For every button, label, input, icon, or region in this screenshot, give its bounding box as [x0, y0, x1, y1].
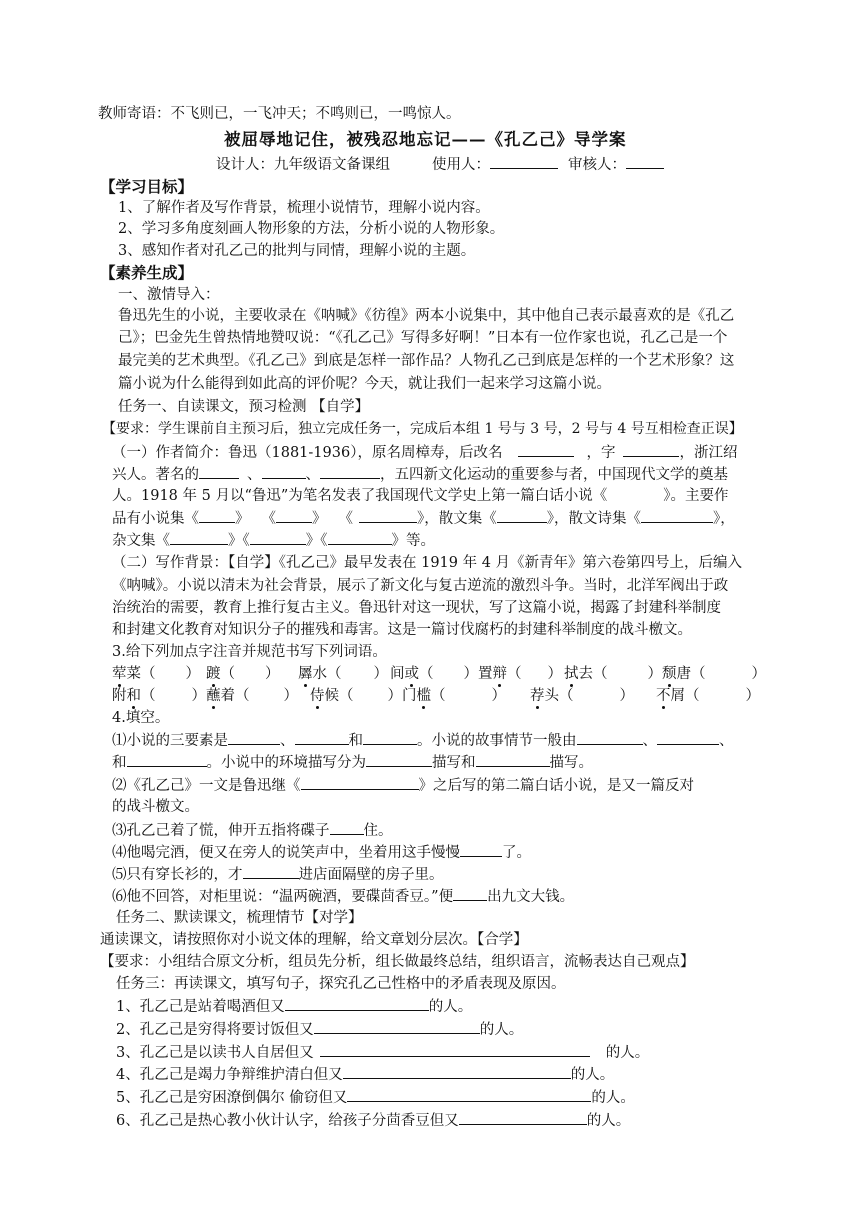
pinyin-item: 羼水（ ）: [298, 666, 388, 682]
blank: [641, 508, 713, 523]
author-text: ，五四新文化运动的重要参与者，中国现代文学的奠基: [380, 467, 728, 483]
pinyin-item: 附和（ ）: [112, 688, 206, 704]
blank: [199, 464, 239, 479]
fill-line-3: ⑵《孔乙己》一文是鲁迅继《 》之后写的第二篇白话小说，是又一篇反对: [112, 775, 694, 796]
author-text: 》，散文集《: [417, 511, 497, 527]
blank: [262, 464, 306, 479]
blank: [330, 820, 364, 835]
author-line-3: [112, 486, 729, 506]
designer-text: 设计人：九年级语文备课组: [216, 157, 390, 173]
blank: [459, 1110, 587, 1125]
author-text: 》: [312, 511, 327, 527]
task3-item: 5、孔乙己是穷困潦倒偶尔 偷窃但又 的人。: [116, 1087, 635, 1108]
blank: [577, 730, 643, 745]
blank: [359, 508, 417, 523]
goal-item: 2、学习多角度刻画人物形象的方法，分析小说的人物形象。: [118, 221, 505, 237]
author-line-1: [112, 442, 737, 463]
intro-paragraph-line: 篇小说为什么能得到如此高的评价呢？今天，就让我们一起来学习这篇小说。: [118, 376, 611, 392]
fill-line-1: ⑴小说的三要素是 、 和 。小说的故事情节一般由 、 、: [112, 730, 734, 751]
fill-line-4: 的战斗檄文。: [112, 799, 199, 815]
user-blank: [490, 154, 558, 169]
author-text: ，字: [586, 445, 616, 461]
author-text: 品有小说集《: [112, 511, 199, 527]
motto: 教师寄语：不飞则已，一飞冲天；不鸣则已，一鸣惊人。: [98, 106, 461, 122]
blank: [497, 508, 547, 523]
reviewer-blank: [626, 154, 664, 169]
background-line: 和封建文化教育对知识分子的摧残和毒害。这是一篇讨伐腐朽的封建科举制度的战斗檄文。: [112, 622, 692, 638]
author-text: 》: [235, 511, 250, 527]
pinyin-item: 侍候（ ）: [310, 688, 402, 704]
goal-item: 3、感知作者对孔乙己的批判与同情，理解小说的主题。: [118, 243, 476, 259]
goal-item: 1、了解作者及写作背景，梳理小说情节，理解小说内容。: [118, 200, 490, 216]
pinyin-item: 间或（ ）: [390, 666, 478, 682]
author-text: 兴人。著名的: [112, 467, 199, 483]
background-line: （二）写作背景：【自学】《孔乙己》最早发表在 1919 年 4 月《新青年》第六卷第四号上，后编入: [112, 555, 743, 571]
author-text: 》。主要作: [663, 488, 729, 504]
blank: [347, 1087, 591, 1102]
page-title: 被屈辱地记住，被残忍地忘记——《孔乙己》导学案: [224, 130, 627, 149]
blank: [366, 752, 432, 767]
author-text: 》，散文诗集《: [546, 511, 641, 527]
pinyin-item: 荤菜（ ）: [112, 666, 200, 682]
intro-paragraph-line: 鲁迅先生的小说，主要收录在《呐喊》《彷徨》两本小说集中，其中他自己表示最喜欢的是《孔乙: [118, 308, 735, 324]
blank: [320, 1042, 590, 1057]
blank: [250, 530, 306, 545]
background-line: 《呐喊》。小说以清末为社会背景，展示了新文化与复古逆流的激烈斗争。当时，北洋军阀出于政: [112, 578, 729, 594]
blank: [623, 442, 679, 457]
blank: [343, 1064, 571, 1079]
task3-heading: 任务三：再读课文，填写句子，探究孔乙己性格中的矛盾表现及原因。: [116, 976, 566, 992]
fill-line-6: ⑷他喝完酒，便又在旁人的说笑声中，坐着用这手慢慢 了。: [112, 842, 531, 863]
pinyin-item: 门槛（ ）: [402, 688, 506, 704]
intro-paragraph-line: 己》；巴金先生曾热情地赞叹说：“《孔乙己》写得多好啊！”日本有一位作家也说，孔乙己是一个: [118, 330, 728, 346]
task1-heading: 任务一、自读课文，预习检测 【自学】: [118, 399, 370, 415]
author-text: 人。1918 年 5 月以“鲁迅”为笔名发表了我国现代文学史上第一篇白话小说《: [112, 488, 608, 504]
blank: [170, 530, 228, 545]
author-text: 》，: [713, 511, 735, 527]
fill-line-7: ⑸只有穿长衫的，才 进店面隔壁的房子里。: [112, 864, 444, 885]
author-line-5: [112, 530, 435, 551]
pinyin-item: 不屑（ ）: [656, 688, 760, 704]
author-line-2: [112, 464, 728, 485]
author-text: 》《: [305, 533, 328, 549]
reviewer-label: 审核人：: [568, 157, 626, 173]
blank: [127, 752, 207, 767]
blank: [657, 730, 719, 745]
author-text: ，浙江绍: [679, 445, 738, 461]
blank: [199, 508, 235, 523]
task3-item: 1、孔乙己是站着喝酒但又 的人。: [116, 996, 472, 1017]
pinyin-item: 荐头（ ）: [530, 688, 634, 704]
task3-item: 4、孔乙己是竭力争辩维护清白但又 的人。: [116, 1064, 614, 1085]
pinyin-item: 踱（ ）: [206, 666, 280, 682]
author-text: 》等。: [391, 533, 435, 549]
task2-heading: 任务二、默读课文，梳理情节【对学】: [116, 910, 363, 926]
blank: [301, 775, 419, 790]
blank: [320, 464, 380, 479]
blank: [518, 442, 574, 457]
blank: [328, 530, 392, 545]
task2-line: 通读课文，请按照你对小说文体的理解，给文章划分层次。【合学】: [100, 932, 528, 948]
author-text: 》《: [228, 533, 250, 549]
intro-paragraph-line: 最完美的艺术典型。《孔乙己》到底是怎样一部作品？人物孔乙己到底是怎样的一个艺术形象？这: [118, 353, 735, 369]
goals-heading: 【学习目标】: [100, 177, 194, 196]
blank: [363, 730, 417, 745]
task3-item: 2、孔乙己是穷得将要讨饭但又 的人。: [116, 1019, 523, 1040]
fill-line-8: ⑹他不回答，对柜里说：“温两碗酒，要碟茴香豆。”便 出九文大钱。: [112, 886, 574, 907]
byline: [216, 154, 664, 175]
pinyin-item: 颓唐（ ）: [662, 666, 766, 682]
pinyin-heading: 3.给下列加点字注音并规范书写下列词语。: [112, 644, 387, 660]
author-text: （一）作者简介：鲁迅（1881-1936），原名周樟寿，后改名: [112, 445, 503, 461]
background-line: 治统治的需要，教育上推行复古主义。鲁迅针对这一现状，写了这篇小说，揭露了封建科举制度: [112, 600, 721, 616]
blank: [460, 842, 502, 857]
author-text: 杂文集《: [112, 533, 170, 549]
fill-line-2: 和 。小说中的环境描写分为 描写和 描写。: [112, 752, 593, 773]
task3-item: 6、孔乙己是热心教小伙计认字，给孩子分茴香豆但又 的人。: [116, 1110, 630, 1131]
user-label: 使用人：: [432, 157, 490, 173]
blank: [314, 1019, 480, 1034]
author-text: 、: [247, 467, 262, 483]
author-line-4: [112, 508, 735, 529]
blank: [295, 730, 349, 745]
task3-item: 3、孔乙己是以读书人自居但又 的人。: [116, 1042, 649, 1063]
fill-heading: 4.填空。: [112, 710, 170, 726]
blank: [228, 730, 280, 745]
blank: [476, 752, 550, 767]
pinyin-item: 蘸着（ ）: [206, 688, 298, 704]
blank: [243, 864, 299, 879]
pinyin-item: 置辩（ ）: [478, 666, 562, 682]
author-text: 、: [305, 467, 320, 483]
author-text: 《: [261, 511, 276, 527]
task2-requirement: 【要求：小组结合原文分析，组员先分析，组长做最终总结，组织语言，流畅表达自己观点】: [100, 954, 695, 970]
blank: [453, 886, 487, 901]
blank: [285, 996, 429, 1011]
fill-line-5: ⑶孔乙己着了慌，伸开五指将碟子 住。: [112, 820, 393, 841]
growth-heading: 【素养生成】: [100, 263, 194, 282]
author-text: 《: [338, 511, 353, 527]
pinyin-item: 拭去（ ）: [564, 666, 662, 682]
task1-requirement: 【要求：学生课前自主预习后，独立完成任务一，完成后本组 1 号与 3 号，2 号与 4 号互相检查正误】: [102, 421, 743, 437]
blank: [276, 508, 312, 523]
intro-label: 一、激情导入：: [118, 287, 220, 303]
